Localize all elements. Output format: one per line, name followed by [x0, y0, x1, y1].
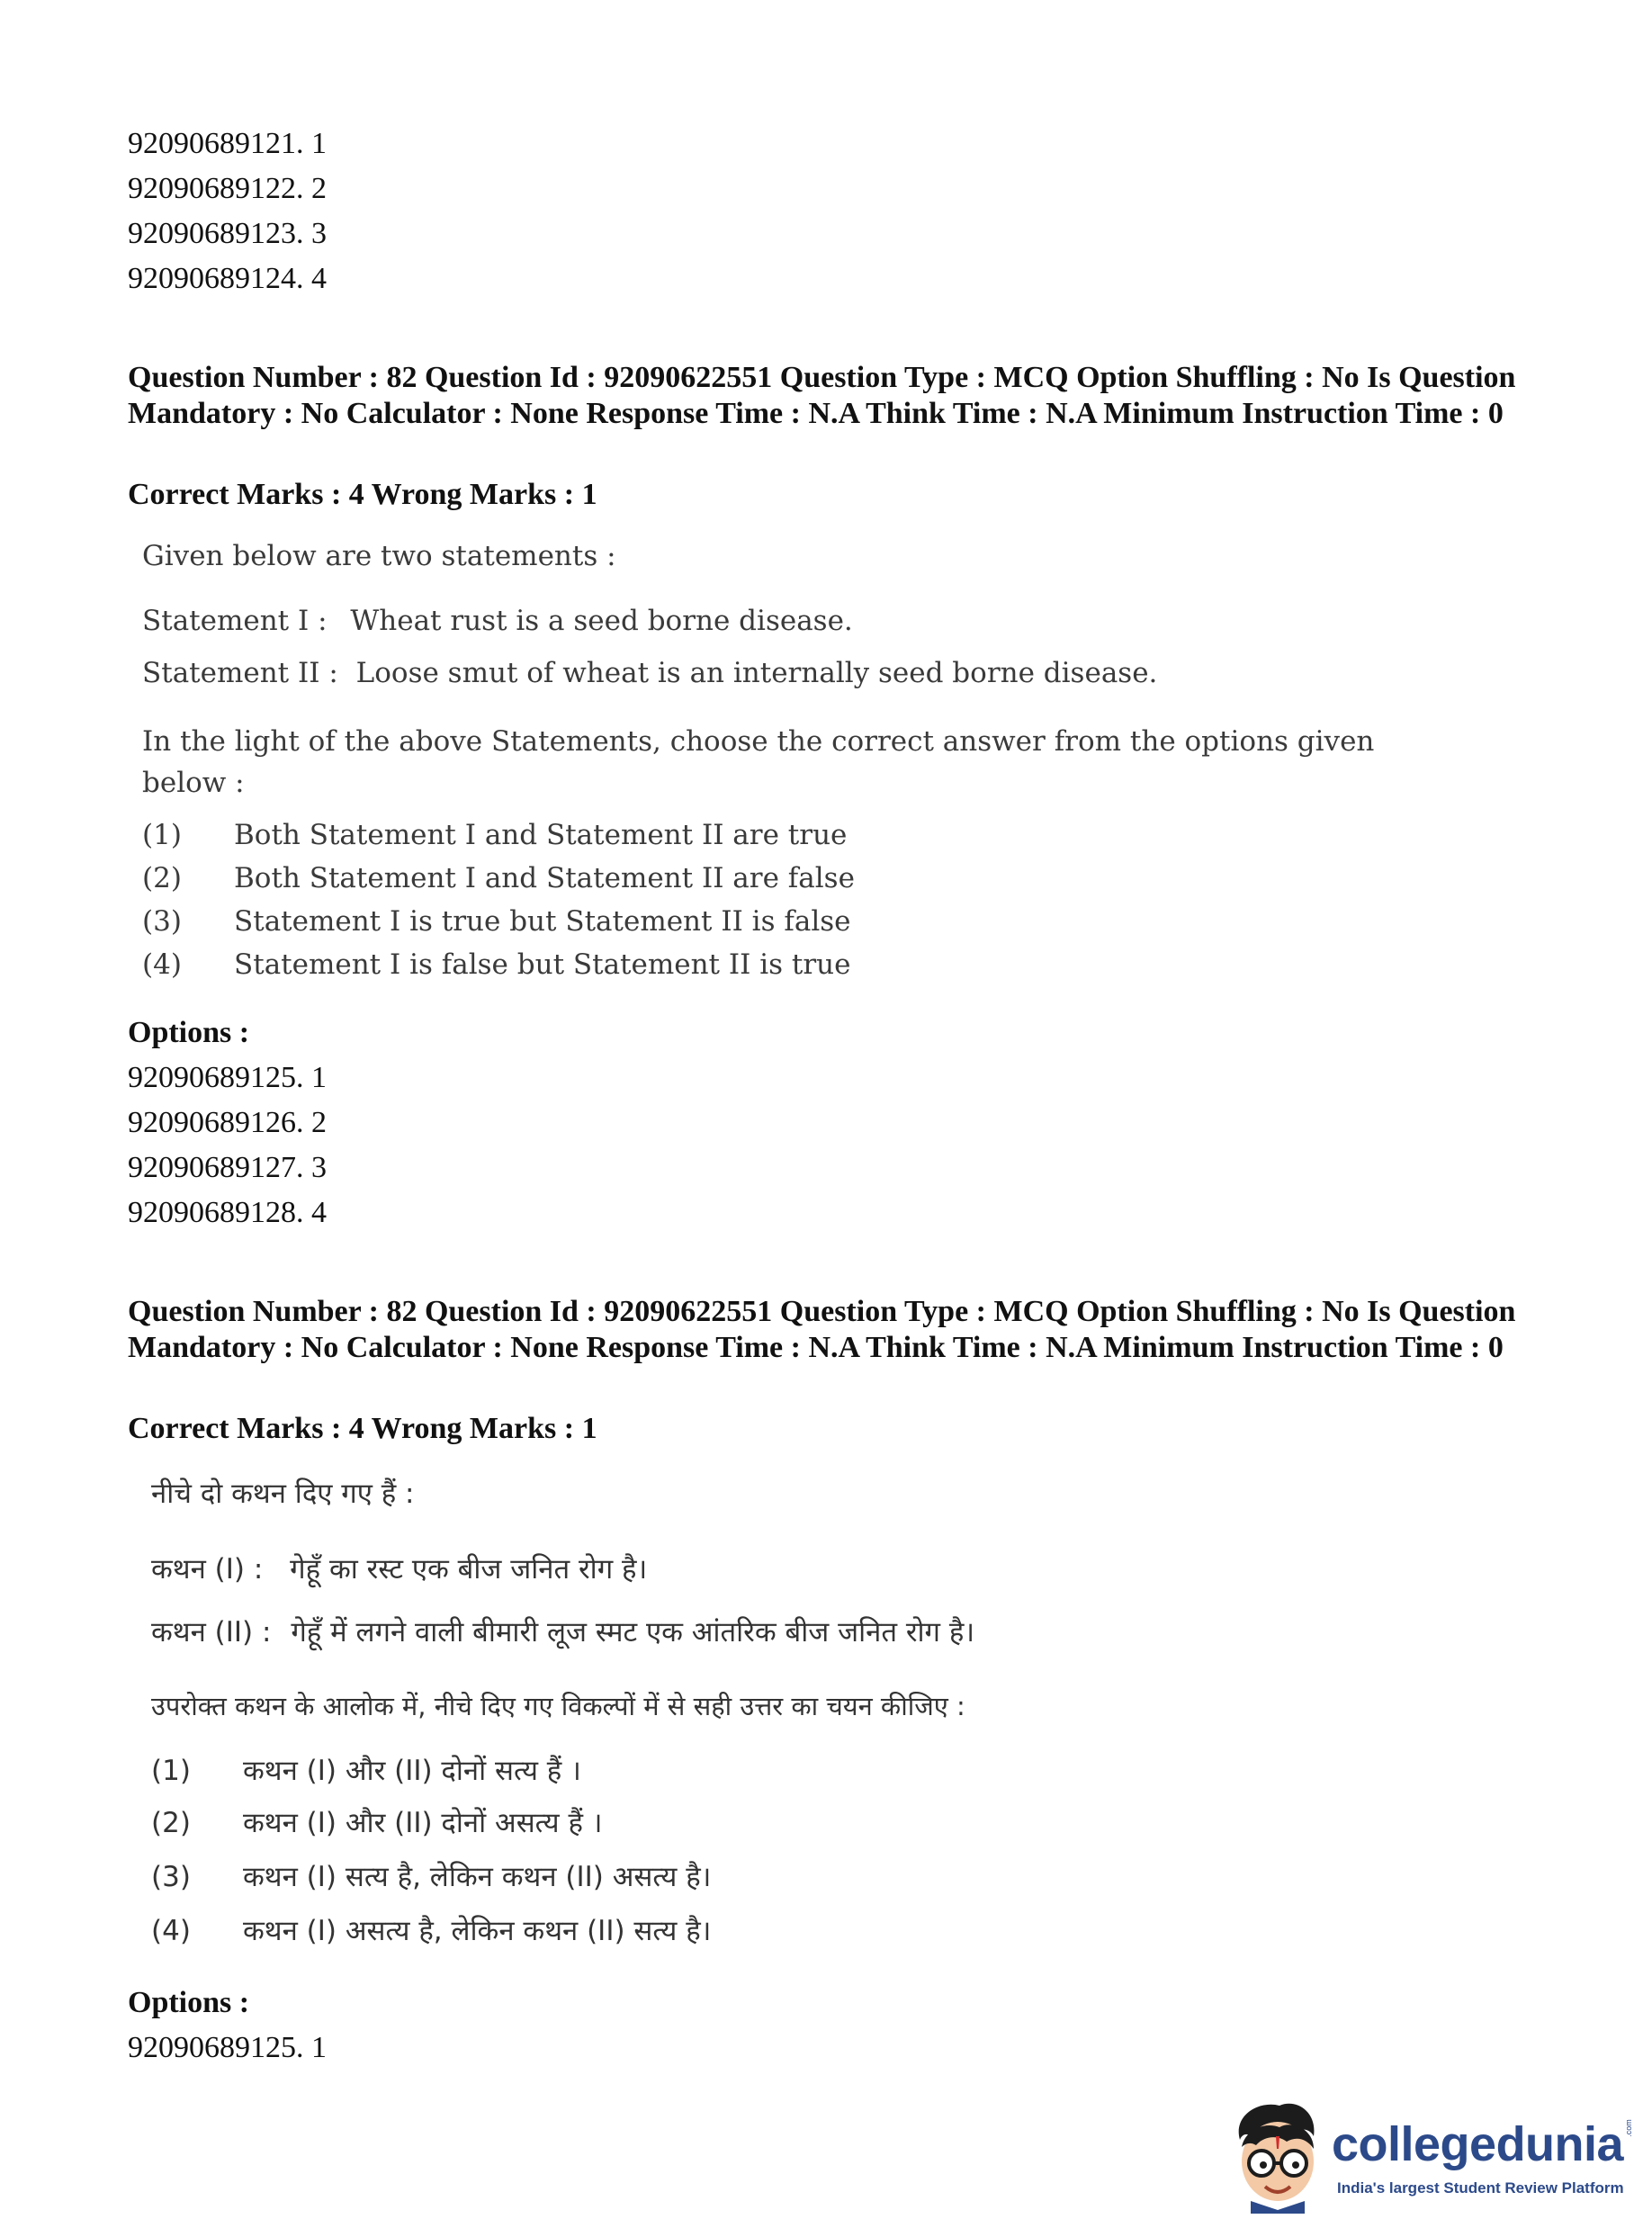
statement-2-text: Loose smut of wheat is an internally seed borne disease. [355, 657, 1158, 689]
statement-1-text: Wheat rust is a seed borne disease. [350, 605, 853, 637]
choice-text: कथन (I) और (II) दोनों असत्य हैं । [243, 1807, 603, 1839]
choice-number: (4) [151, 1915, 191, 1947]
choice-number: (1) [151, 1755, 191, 1787]
option-en-2: 92090689126. 2 [128, 1106, 327, 1139]
logo-tagline: India's largest Student Review Platform [1337, 2179, 1624, 2197]
choice-number: (2) [151, 1807, 191, 1839]
question-marks-en: Correct Marks : 4 Wrong Marks : 1 [128, 478, 597, 511]
statement-1-text-hi: गेहूँ का रस्ट एक बीज जनित रोग है। [290, 1553, 648, 1586]
question-meta-en: Question Number : 82 Question Id : 92090622551 Question Type : MCQ Option Shuffling : No Is Question Mandatory : No Calculator : None Response Time : N.A Think Time : N.A Minimum Instruction Time : 0 [128, 361, 1516, 430]
statement-1-hi [151, 1551, 647, 1587]
choice-number: (2) [142, 862, 182, 894]
choice-text: कथन (I) और (II) दोनों सत्य हैं । [243, 1755, 581, 1787]
statement-2-hi [151, 1614, 974, 1650]
choice-number: (3) [151, 1861, 191, 1893]
question-meta-hi: Question Number : 82 Question Id : 92090622551 Question Type : MCQ Option Shuffling : No Is Question Mandatory : No Calculator : None Response Time : N.A Think Time : N.A Minimum Instruction Time : 0 [128, 1295, 1516, 1364]
question-marks-hi: Correct Marks : 4 Wrong Marks : 1 [128, 1412, 597, 1445]
statement-2-label: Statement II : [142, 657, 338, 689]
statement-2-label-hi: कथन (II) : [151, 1616, 272, 1649]
top-option-3: 92090689123. 3 [128, 217, 327, 250]
choice-text: Both Statement I and Statement II are false [234, 862, 855, 894]
choice-3-en [142, 903, 850, 939]
top-option-4: 92090689124. 4 [128, 262, 327, 295]
statement-1-en [142, 603, 853, 639]
choice-text: Statement I is true but Statement II is false [234, 905, 851, 938]
choice-text: Statement I is false but Statement II is true [234, 948, 851, 981]
mascot-icon [1224, 2097, 1332, 2214]
statement-1-label-hi: कथन (I) : [151, 1553, 264, 1586]
question-intro-hi: नीचे दो कथन दिए गए हैं : [151, 1478, 415, 1510]
choice-text: कथन (I) असत्य है, लेकिन कथन (II) सत्य है। [243, 1915, 712, 1947]
choice-4-hi [151, 1913, 711, 1949]
instruction-line-2-en: below : [142, 767, 245, 799]
statement-2-en [142, 655, 1157, 691]
question-intro-en: Given below are two statements : [142, 540, 616, 572]
logo-com: .com [1623, 2119, 1633, 2137]
option-en-4: 92090689128. 4 [128, 1196, 327, 1229]
choice-text: कथन (I) सत्य है, लेकिन कथन (II) असत्य है। [243, 1861, 712, 1893]
choice-1-en [142, 817, 847, 853]
options-heading-hi: Options : [128, 1986, 250, 2019]
choice-2-hi [151, 1805, 603, 1841]
choice-1-hi [151, 1753, 581, 1789]
choice-text: Both Statement I and Statement II are true [234, 819, 848, 851]
instruction-hi: उपरोक्त कथन के आलोक में, नीचे दिए गए विकल्पों में से सही उत्तर का चयन कीजिए : [151, 1691, 965, 1721]
option-hi-1: 92090689125. 1 [128, 2031, 327, 2064]
collegedunia-logo[interactable] [1224, 2097, 1638, 2214]
instruction-line-1-en: In the light of the above Statements, choose the correct answer from the options given [142, 725, 1375, 758]
logo-wordmark: collegedunia [1332, 2117, 1624, 2171]
top-option-2: 92090689122. 2 [128, 172, 327, 205]
choice-number: (4) [142, 948, 182, 981]
statement-1-label: Statement I : [142, 605, 328, 637]
statement-2-text-hi: गेहूँ में लगने वाली बीमारी लूज स्मट एक आंतरिक बीज जनित रोग है। [291, 1616, 975, 1649]
choice-number: (3) [142, 905, 182, 938]
options-heading-en: Options : [128, 1016, 250, 1049]
choice-4-en [142, 947, 850, 983]
option-en-3: 92090689127. 3 [128, 1151, 327, 1184]
choice-number: (1) [142, 819, 182, 851]
choice-2-en [142, 860, 855, 896]
option-en-1: 92090689125. 1 [128, 1061, 327, 1094]
choice-3-hi [151, 1859, 711, 1895]
top-option-1: 92090689121. 1 [128, 127, 327, 160]
